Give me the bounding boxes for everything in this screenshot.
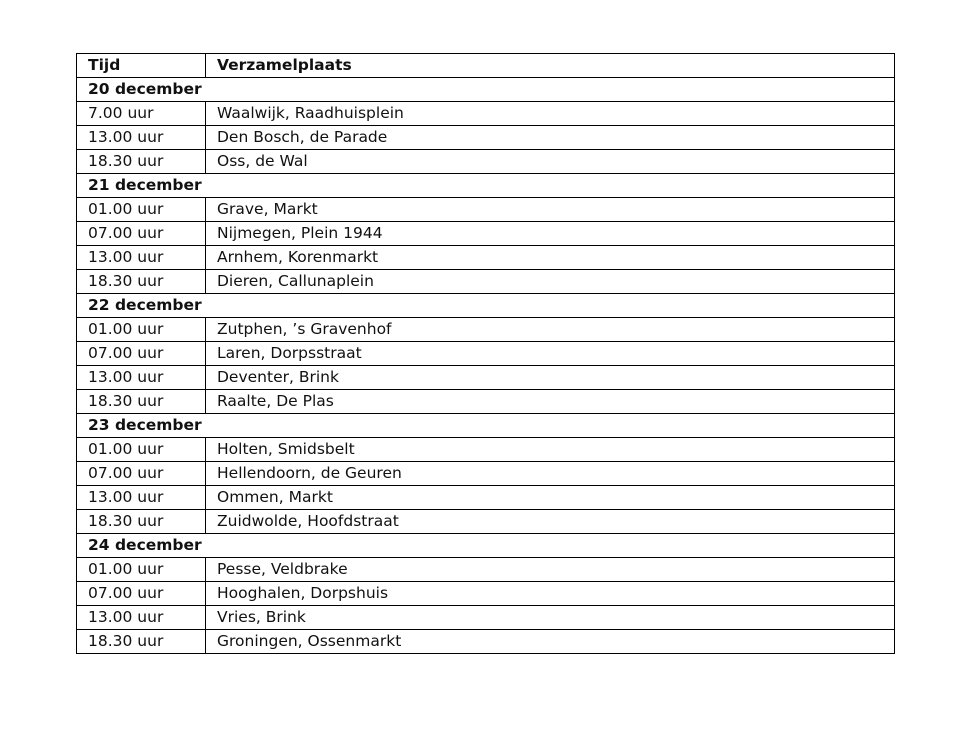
table-row (77, 438, 895, 462)
date-row (77, 294, 895, 318)
table-row (77, 318, 895, 342)
table-row (77, 246, 895, 270)
place-cell: Grave, Markt (206, 198, 895, 222)
table-row (77, 606, 895, 630)
table-row (77, 102, 895, 126)
time-cell: 7.00 uur (77, 102, 206, 126)
table-row (77, 342, 895, 366)
place-cell: Groningen, Ossenmarkt (206, 630, 895, 654)
place-cell: Holten, Smidsbelt (206, 438, 895, 462)
place-cell: Arnhem, Korenmarkt (206, 246, 895, 270)
place-cell: Raalte, De Plas (206, 390, 895, 414)
time-cell: 18.30 uur (77, 510, 206, 534)
time-cell: 13.00 uur (77, 366, 206, 390)
time-cell: 01.00 uur (77, 198, 206, 222)
table-row (77, 462, 895, 486)
place-cell: Vries, Brink (206, 606, 895, 630)
time-cell: 07.00 uur (77, 582, 206, 606)
header-time: Tijd (77, 54, 206, 78)
time-cell: 13.00 uur (77, 246, 206, 270)
table-row (77, 510, 895, 534)
table-row (77, 270, 895, 294)
date-heading: 20 december (77, 78, 895, 102)
place-cell: Den Bosch, de Parade (206, 126, 895, 150)
table-body (77, 78, 895, 654)
date-heading: 24 december (77, 534, 895, 558)
time-cell: 18.30 uur (77, 390, 206, 414)
schedule-table (76, 53, 895, 654)
time-cell: 07.00 uur (77, 342, 206, 366)
place-cell: Hooghalen, Dorpshuis (206, 582, 895, 606)
table-row (77, 390, 895, 414)
date-heading: 23 december (77, 414, 895, 438)
time-cell: 07.00 uur (77, 462, 206, 486)
table-header (77, 54, 895, 78)
time-cell: 07.00 uur (77, 222, 206, 246)
time-cell: 18.30 uur (77, 630, 206, 654)
table-row (77, 486, 895, 510)
place-cell: Nijmegen, Plein 1944 (206, 222, 895, 246)
place-cell: Waalwijk, Raadhuisplein (206, 102, 895, 126)
place-cell: Hellendoorn, de Geuren (206, 462, 895, 486)
place-cell: Pesse, Veldbrake (206, 558, 895, 582)
place-cell: Laren, Dorpsstraat (206, 342, 895, 366)
date-row (77, 78, 895, 102)
table-row (77, 198, 895, 222)
date-row (77, 534, 895, 558)
place-cell: Zuidwolde, Hoofdstraat (206, 510, 895, 534)
time-cell: 01.00 uur (77, 318, 206, 342)
date-row (77, 414, 895, 438)
table-row (77, 150, 895, 174)
time-cell: 13.00 uur (77, 486, 206, 510)
place-cell: Zutphen, ’s Gravenhof (206, 318, 895, 342)
place-cell: Deventer, Brink (206, 366, 895, 390)
date-heading: 21 december (77, 174, 895, 198)
time-cell: 01.00 uur (77, 438, 206, 462)
header-row (77, 54, 895, 78)
place-cell: Dieren, Callunaplein (206, 270, 895, 294)
time-cell: 13.00 uur (77, 606, 206, 630)
time-cell: 13.00 uur (77, 126, 206, 150)
place-cell: Ommen, Markt (206, 486, 895, 510)
table-row (77, 558, 895, 582)
date-row (77, 174, 895, 198)
date-heading: 22 december (77, 294, 895, 318)
table-row (77, 126, 895, 150)
table-row (77, 222, 895, 246)
header-place: Verzamelplaats (206, 54, 895, 78)
time-cell: 18.30 uur (77, 270, 206, 294)
table-row (77, 366, 895, 390)
place-cell: Oss, de Wal (206, 150, 895, 174)
table-row (77, 582, 895, 606)
table-row (77, 630, 895, 654)
time-cell: 18.30 uur (77, 150, 206, 174)
time-cell: 01.00 uur (77, 558, 206, 582)
